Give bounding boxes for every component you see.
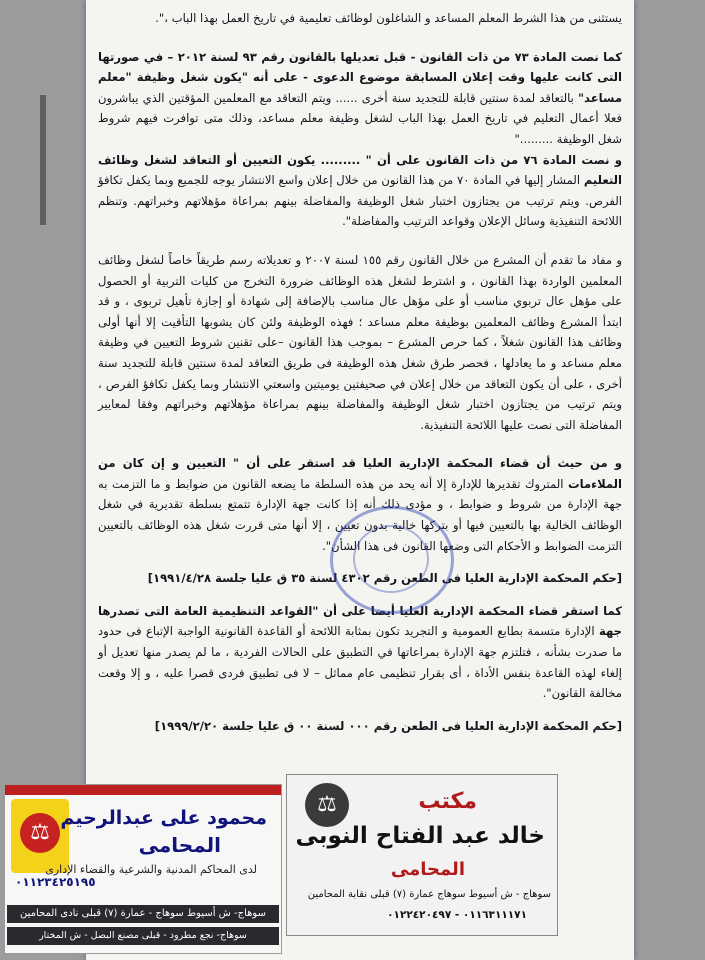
lawyer-address-2: سوهاج- نجع مطرود - قبلى مصنع البصل - ش المختار	[7, 927, 279, 945]
lawyer-name: خالد عبد الفتاح النوبى	[295, 823, 545, 849]
business-card-left	[4, 784, 282, 954]
citation-2: [حكم المحكمة الإدارية العليا فى الطعن رقم ٠٠٠ لسنة ٠٠ ق عليا جلسة ١٩٩٩/٢/٢٠]	[154, 718, 622, 733]
card-top-stripe	[5, 785, 281, 795]
paragraph-article-76: و نصت المادة ٧٦ من ذات القانون على أن " ......... يكون التعيين أو التعاقد لشغل وظائف التعليم المشار إليها في المادة ٧٠ من هذا القانون من خلال إعلان واسع الانتشار يوجه للجميع وبما يكفل تكافؤ الفرص. ويتم ترتيب من يجتازون اختبار شغل الوظيفة والمفاضلة بينهم بمراعاة مؤهلاتهم وخبراتهم. وتنظم اللائحة التنفيذية وسائل الإعلان وقواعد الترتيب والمفاضلة".	[98, 152, 623, 229]
document-body	[98, 8, 622, 736]
paragraph-court-ruling: و من حيث أن قضاء المحكمة الإدارية العليا قد استقر على أن " التعيين و إن كان من الملاءمات المتروك تقديرها للإدارة إلا أنه يحد من هذه السلطة ما يضعه القانون من ضوابط و ما التزمت به جهة الإدارة من شروط و ضوابط ، و مؤدى ذلك أنه إذا كانت جهة الإدارة تتمتع بسلطة تقديرية في شغل الوظائف الخالية بها بالتعيين فيها أو بتركها خالية بدون تعيين ، إلا أنها متى قررت شغل هذه الوظائف بالتعيين التزمت الضوابط و الأحكام التى وضعها القانون فى هذا الشأن".	[98, 456, 623, 553]
business-card-right	[286, 774, 558, 936]
paragraph-article-73: كما نصت المادة ٧٣ من ذات القانون - قبل تعديلها بالقانون رقم ٩٣ لسنة ٢٠١٢ – في صورتها التى كانت عليها وقت إعلان المسابقة موضوع الدعوى - على أنه "يكون شغل وظيفة "معلم مساعد" بالتعاقد لمدة سنتين قابلة للتجديد سنة أخرى ...... ويتم التعاقد مع المعلمين المؤقتين الذي يباشرون فعلا أعمال التعليم في تاريخ العمل بهذا الباب لشغل وظيفة معلم مساعد، وذلك متى توافرت فيهم شروط شغل الوظيفة ........."	[98, 49, 623, 146]
paragraph-intro: يستثنى من هذا الشرط المعلم المساعد و الشاغلون لوظائف تعليمية في تاريخ العمل بهذا الباب ،".	[155, 11, 622, 25]
lawyer-subtitle: لدى المحاكم المدنية والشرعية والقضاء الإدارى	[45, 863, 257, 876]
paragraph-general-rules: كما استقر قضاء المحكمة الإدارية العليا أيضا على أن "القواعد التنظيمية العامة التى تصدرها جهة الإدارة متسمة بطابع العمومية و التجريد تكون بمثابة اللائحة أو القاعدة القانونية الواجبة الإتباع فى حدود ما صدرت بشأنه ، فتلتزم جهة الإدارة بمراعاتها في التطبيق على الحالات الفردية ، ما لم يصدر منها تعديل أو إلغاء لهذه القاعدة بنفس الأداة ، أى بقرار تنظيمى عام مماثل – لا فى تطبيق فردى قصرا عليه ، و إلا وقعت مخالفة القانون".	[98, 603, 623, 701]
scales-logo-icon: ⚖	[305, 783, 349, 827]
citation-1: [حكم المحكمة الإدارية العليا فى الطعن رقم ٤٣٠٢ لسنة ٣٥ ق عليا جلسة ١٩٩١/٤/٢٨]	[147, 571, 622, 586]
lawyer-title: المحامى	[138, 833, 221, 857]
lawyer-name: محمود على عبدالرحيم	[60, 807, 267, 829]
binding-shadow	[40, 95, 46, 225]
office-address: سوهاج - ش أسيوط سوهاج عمارة (٧) قبلى نقابة المحامين	[307, 889, 551, 900]
lawyer-phone: ٠١١٢٣٤٢٥١٩٥	[15, 875, 96, 889]
paragraph-analysis: و مفاد ما تقدم أن المشرع من خلال القانون رقم ١٥٥ لسنة ٢٠٠٧ و تعديلاته رسم طريقاً خاصاً لشغل وظائف المعلمين الواردة بهذا القانون ، و اشترط لشغل هذه الوظائف ضرورة التخرج من كليات التربية أو الحصول على مؤهل عال تربوي مناسب أو على مؤهل عال مناسب بالإضافة إلى شهادة أو إجازة تأهيل تربوى ، و قد ابتدأ المشرع وظائف المعلمين بوظيفة معلم مساعد ؛ فهذه الوظيفة ولئن كان يشوبها التأقيت إلا أنها أولى وظائف هذا القانون شغلاً ، كما حرص المشرع – بموجب هذا القانون –على تقنين شروط التعيين في وظيفة معلم مساعد و ما يعادلها ، فحصر طرق شغل هذه الوظيفة فى طريق التعاقد لمدة سنتين قابلة للتجديد سنة أخرى ، على أن يكون التعاقد من خلال إعلان في صحيفتين يوميتين واسعتي الانتشار وبما يكفل تكافؤ الفرص ، ويتم ترتيب من يجتازون اختبار شغل الوظيفة والمفاضلة بينهم بمراعاة مؤهلاتهم وخبراتهم وفقا لمعايير المفاضلة التى نصت عليها اللائحة التنفيذية.	[98, 252, 623, 432]
scales-logo-icon: ⚖	[11, 799, 69, 873]
lawyer-title: المحامى	[390, 859, 465, 880]
official-stamp	[330, 506, 454, 614]
office-heading: مكتب	[418, 789, 477, 814]
lawyer-address-1: سوهاج- ش أسيوط سوهاج - عمارة (٧) قبلى نادى المحامين	[7, 905, 279, 923]
office-phones: ٠١١٦٣١١١٧١ - ٠١٢٢٤٢٠٤٩٧	[387, 909, 527, 921]
